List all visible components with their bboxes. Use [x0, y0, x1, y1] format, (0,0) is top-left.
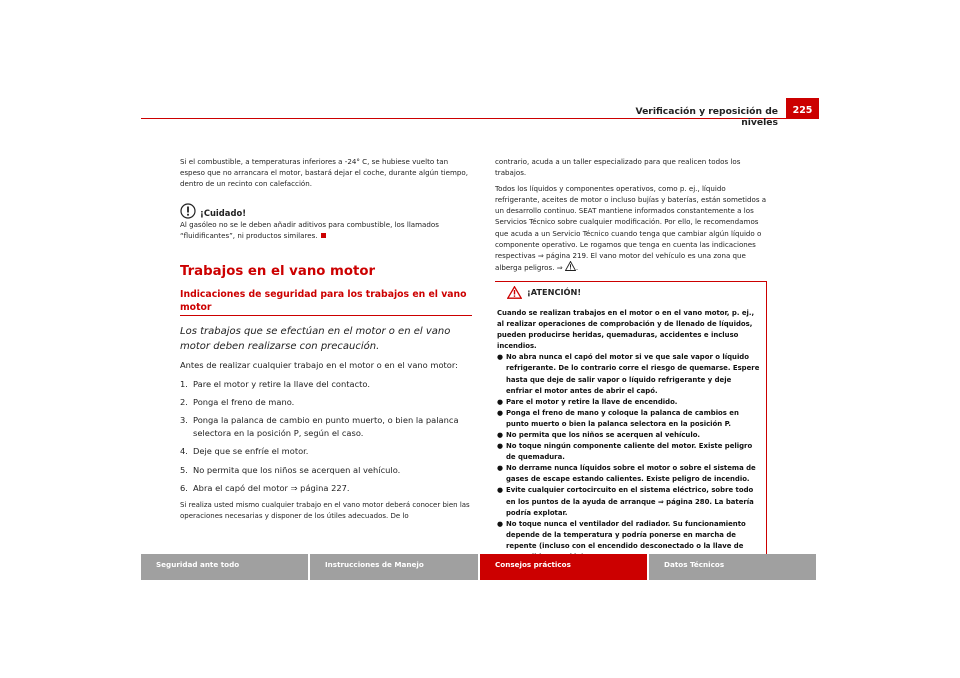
- step-text: Pare el motor y retire la llave del contacto.: [193, 378, 370, 389]
- step-number: 4.: [180, 446, 188, 457]
- warning-item-text: Ponga el freno de mano y coloque la palanca de cambios en punto muerto o bien la palanca selectora en la posición P.: [506, 408, 739, 428]
- bullet-icon: ●: [497, 442, 504, 451]
- step-text: Ponga la palanca de cambio en punto muerto, o bien la palanca selectora en la posición P, según el caso.: [193, 415, 459, 438]
- list-item: [497, 441, 760, 463]
- step-text: Ponga el freno de mano.: [193, 396, 295, 407]
- warning-box: [495, 281, 767, 567]
- bullet-icon: ●: [497, 486, 504, 495]
- caution-icon: [180, 203, 196, 219]
- warning-item-text: No toque nunca el ventilador del radiador. Su funcionamiento depende de la temperatura y podría ponerse en marcha de repente (incluso con el encendido desconectado o la llave de: [506, 519, 746, 550]
- steps-list: [180, 378, 472, 495]
- warning-triangle-icon: [507, 286, 522, 299]
- bullet-icon: ●: [497, 464, 504, 473]
- list-item: [497, 408, 760, 430]
- step-number: 6.: [180, 483, 188, 493]
- steps-lead: Antes de realizar cualquier trabajo en el motor o en el vano motor:: [180, 359, 458, 370]
- section-title: Trabajos en el vano motor: [180, 263, 376, 279]
- list-item: [180, 445, 472, 457]
- tab-datos[interactable]: Datos Técnicos: [649, 554, 816, 580]
- warning-title: ¡ATENCIÓN!: [527, 287, 582, 298]
- warning-body: [495, 304, 766, 567]
- fluids-paragraph: Todos los líquidos y componentes operativos, como p. ej., líquido refrigerante, aceites de motor o incluso bujías y baterías, están sometidos a un desarrollo continuo. SEAT mantiene informados constantemente a los Servicios Técnico sobre cualquier modificación. Por ello, le recomendamos que acuda a un Servicio Técnico cuando tenga que cambiar algún líquido o componente operativo. Le rogamos que tenga en cuenta las indicaciones respectivas ⇒ página 219. El vano motor del vehículo es una zona que alberga peligros. ⇒ .: [495, 184, 767, 272]
- caution-heading: [180, 202, 472, 219]
- step-number: 2.: [180, 396, 188, 407]
- list-item: [497, 463, 760, 485]
- left-column: [180, 156, 472, 522]
- warning-item-text: No derrame nunca líquidos sobre el motor o sobre el sistema de gases de escape estando calientes. Existe peligro de incendio.: [506, 464, 756, 484]
- step-number: 3.: [180, 415, 188, 426]
- warning-item-text: Evite cualquier cortocircuito en el sistema eléctrico, sobre todo en los puntos de la ayuda de arranque ⇒ página 280. La batería podría explotar.: [506, 486, 754, 517]
- page-number: 225: [786, 98, 819, 119]
- step-number: 1.: [180, 378, 188, 389]
- right-column: [495, 156, 767, 567]
- section-intro: Los trabajos que se efectúan en el motor o en el vano motor deben realizarse con precaución.: [180, 325, 451, 352]
- bullet-icon: ●: [497, 519, 504, 528]
- caution-text-content: Al gasóleo no se le deben añadir aditivos para combustible, los llamados “fluidificantes”, ni productos similares.: [180, 220, 439, 241]
- list-item: [497, 485, 760, 518]
- bullet-icon: ●: [497, 353, 504, 362]
- list-item: [497, 397, 760, 408]
- list-item: [180, 414, 472, 439]
- warning-item-text: No abra nunca el capó del motor si ve que sale vapor o líquido refrigerante. De lo contrario corre el riesgo de quemarse. Espere hasta que deje de salir vapor o líquido refrigerante y deje enfriar el motor antes de abrir el capó.: [506, 353, 760, 395]
- list-item: [180, 482, 472, 494]
- list-item: [180, 464, 472, 476]
- caution-text: [180, 219, 472, 241]
- bullet-icon: ●: [497, 408, 504, 417]
- step-text: Deje que se enfríe el motor.: [193, 446, 309, 457]
- list-item: [180, 378, 472, 390]
- step-number: 5.: [180, 464, 188, 475]
- subsection-title: Indicaciones de seguridad para los trabajos en el vano motor: [180, 288, 472, 316]
- list-item: [497, 352, 760, 396]
- running-header-title: Verificación y reposición de niveles: [635, 106, 778, 128]
- step-text: No permita que los niños se acerquen al vehículo.: [193, 464, 401, 475]
- warning-item-text: Pare el motor y retire la llave de encendido.: [506, 397, 678, 406]
- bullet-icon: ●: [497, 430, 504, 439]
- tab-seguridad[interactable]: Seguridad ante todo: [141, 554, 308, 580]
- warning-heading: [495, 282, 766, 304]
- workshop-paragraph: contrario, acuda a un taller especializado para que realicen todos los trabajos.: [495, 157, 741, 178]
- warning-triangle-icon[interactable]: [565, 261, 576, 271]
- foot-paragraph: Si realiza usted mismo cualquier trabajo en el vano motor deberá conocer bien las operaciones necesarias y disponer de los útiles adecuados. De lo: [180, 501, 470, 520]
- bullet-icon: ●: [497, 397, 504, 406]
- tab-instrucciones[interactable]: Instrucciones de Manejo: [310, 554, 478, 580]
- caution-title: ¡Cuidado!: [200, 208, 247, 219]
- fuel-paragraph: Si el combustible, a temperaturas inferiores a -24° C, se hubiese vuelto tan espeso que no arrancara el motor, bastará dejar el coche, durante algún tiempo, dentro de un recinto con calefacción.: [180, 157, 468, 189]
- tab-consejos[interactable]: Consejos prácticos: [480, 554, 647, 580]
- list-item: [497, 430, 760, 441]
- fluids-paragraph-text: Todos los líquidos y componentes operativos, como p. ej., líquido refrigerante, aceites de motor o incluso bujías y baterías, están sometidos a un desarrollo continuo. SEAT mantiene informados constantemente a los Servicios Técnico sobre cualquier modificación. Por ello, le recomendamos que acuda a un Servicio Técnico cuando tenga que cambiar algún líquido o componente operativo. Le rogamos que tenga en cuenta las indicaciones respectivas ⇒ página 219. El vano motor del vehículo es una zona que alberga peligros. ⇒: [495, 184, 767, 272]
- warning-intro: Cuando se realizan trabajos en el motor o en el vano motor, p. ej., al realizar operaciones de comprobación y de llenado de líquidos, pueden producirse heridas, quemaduras, accidentes e incluso incendios.: [497, 308, 755, 351]
- chapter-tab-bar: [141, 554, 816, 580]
- end-marker-icon: [321, 233, 326, 238]
- step-text[interactable]: Abra el capó del motor ⇒ página 227.: [193, 483, 350, 493]
- list-item: [180, 396, 472, 408]
- warning-item-text: No permita que los niños se acerquen al vehículo.: [506, 430, 701, 439]
- warning-item-text: No toque ningún componente caliente del motor. Existe peligro de quemadura.: [506, 442, 753, 462]
